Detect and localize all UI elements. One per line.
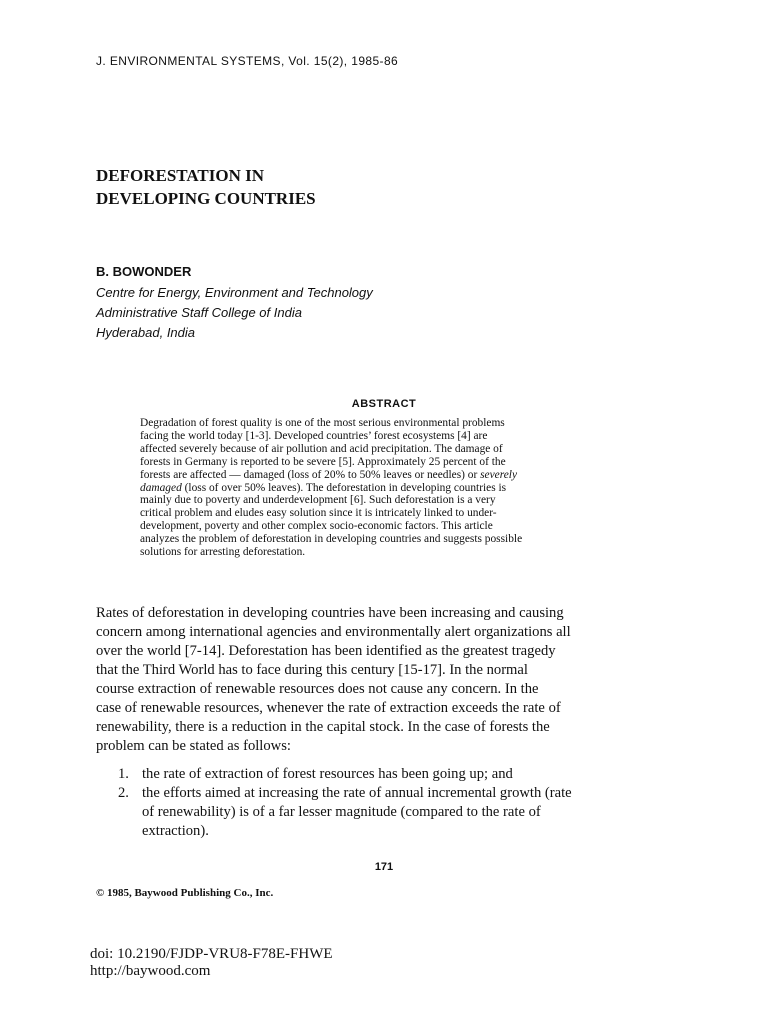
- abstract-line: forests are affected — damaged (loss of 20% to 50% leaves or needles) or severely: [140, 468, 518, 481]
- paragraph-line: case of renewable resources, whenever the rate of extraction exceeds the rate of: [96, 700, 561, 716]
- abstract-line: damaged (loss of over 50% leaves). The deforestation in developing countries is: [140, 481, 507, 494]
- abstract-line: Degradation of forest quality is one of the most serious environmental problems: [140, 417, 505, 429]
- paragraph-line: over the world [7-14]. Deforestation has been identified as the greatest tragedy: [96, 643, 556, 659]
- numbered-list: [118, 765, 678, 841]
- abstract-line: development, poverty and other complex socio-economic factors. This article: [140, 520, 493, 533]
- list-item-number: 1.: [118, 766, 129, 782]
- list-item: [118, 765, 678, 784]
- doi-block: [90, 946, 333, 980]
- paragraph-line: course extraction of renewable resources does not cause any concern. In the: [96, 681, 539, 697]
- list-item-number: 2.: [118, 785, 129, 801]
- title-line: DEVELOPING COUNTRIES: [96, 189, 316, 208]
- paragraph-line: renewability, there is a reduction in the capital stock. In the case of forests the: [96, 719, 550, 735]
- list-item: [118, 784, 678, 841]
- title-line: DEFORESTATION IN: [96, 166, 264, 185]
- abstract-line: affected severely because of air pollution and acid precipitation. The damage of: [140, 442, 503, 455]
- list-item-line: the efforts aimed at increasing the rate of annual incremental growth (rate: [142, 785, 572, 801]
- abstract-line: analyzes the problem of deforestation in developing countries and suggests possible: [140, 533, 523, 546]
- doi-text: doi: 10.2190/FJDP-VRU8-F78E-FHWE: [90, 946, 333, 962]
- journal-header: J. ENVIRONMENTAL SYSTEMS, Vol. 15(2), 1985-86: [96, 54, 399, 68]
- abstract-text: [140, 417, 660, 559]
- paragraph-line: problem can be stated as follows:: [96, 738, 291, 754]
- affiliation-line: Centre for Energy, Environment and Technology: [96, 285, 373, 300]
- article-title: [96, 164, 316, 210]
- page-number: 171: [374, 861, 394, 873]
- abstract-line: forests in Germany is reported to be severe [5]. Approximately 25 percent of the: [140, 455, 506, 468]
- paragraph-line: that the Third World has to face during this century [15-17]. In the normal: [96, 662, 528, 678]
- author-affiliation: [96, 283, 373, 343]
- abstract-heading: ABSTRACT: [351, 398, 417, 410]
- list-item-line: the rate of extraction of forest resources has been going up; and: [142, 766, 513, 782]
- publisher-url[interactable]: http://baywood.com: [90, 963, 211, 979]
- abstract-line: critical problem and eludes easy solution since it is intricately linked to under-: [140, 507, 497, 520]
- body-paragraph: [96, 604, 672, 756]
- affiliation-line: Hyderabad, India: [96, 325, 196, 340]
- paragraph-line: concern among international agencies and environmentally alert organizations all: [96, 624, 571, 640]
- list-item-line: extraction).: [142, 823, 209, 839]
- list-item-line: of renewability) is of a far lesser magnitude (compared to the rate of: [142, 804, 541, 820]
- author-name: B. BOWONDER: [96, 264, 192, 279]
- paragraph-line: Rates of deforestation in developing countries have been increasing and causing: [96, 605, 564, 621]
- abstract-line: facing the world today [1-3]. Developed countries’ forest ecosystems [4] are: [140, 429, 488, 442]
- abstract-line: solutions for arresting deforestation.: [140, 546, 306, 559]
- affiliation-line: Administrative Staff College of India: [96, 305, 302, 320]
- copyright-notice: © 1985, Baywood Publishing Co., Inc.: [96, 887, 274, 899]
- abstract-line: mainly due to poverty and underdevelopment [6]. Such deforestation is a very: [140, 494, 496, 507]
